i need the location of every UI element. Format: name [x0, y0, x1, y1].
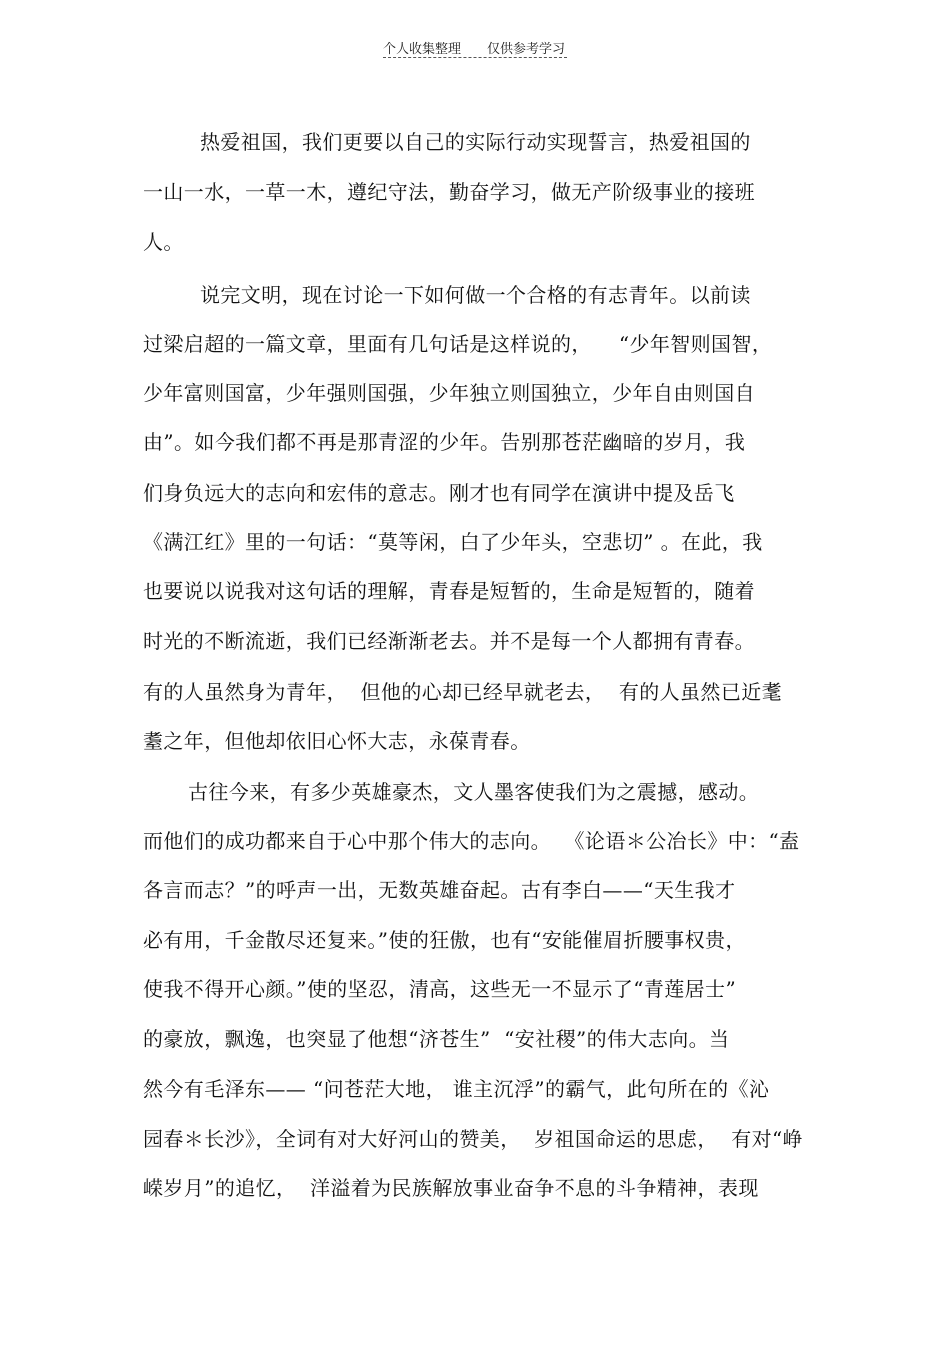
text-line: 《满江红》里的一句话：“莫等闲，白了少年头，空悲切” 。在此，我 — [143, 530, 763, 554]
text-line: 一山一水，一草一木，遵纪守法，勤奋学习，做无产阶级事业的接班 — [143, 180, 755, 204]
text-line: 说完文明，现在讨论一下如何做一个合格的有志青年。以前读 — [200, 283, 751, 307]
header-right-text: 仅供参考学习 — [487, 42, 566, 57]
text-line: 过梁启超的一篇文章，里面有几句话是这样说的， “少年智则国智， — [143, 332, 773, 356]
text-line: 有的人虽然身为青年， 但他的心却已经早就老去， 有的人虽然已近耄 — [143, 680, 783, 704]
text-line: 时光的不断流逝，我们已经渐渐老去。并不是每一个人都拥有青春。 — [143, 629, 755, 653]
text-line: 而他们的成功都来自于心中那个伟大的志向。 《论语＊公冶长》中：“盍 — [143, 829, 800, 853]
text-line: 耋之年，但他却依旧心怀大志，永葆青春。 — [143, 729, 531, 753]
text-line: 古往今来，有多少英雄豪杰，文人墨客使我们为之震撼，感动。 — [188, 780, 760, 804]
text-line: 然今有毛泽东—— “问苍茫大地， 谁主沉浮”的霸气，此句所在的《沁 — [143, 1077, 770, 1101]
header-left-text: 个人收集整理 — [383, 42, 462, 57]
text-line: 也要说以说我对这句话的理解，青春是短暂的，生命是短暂的，随着 — [143, 579, 755, 603]
text-line: 园春＊长沙》，全词有对大好河山的赞美， 岁祖国命运的思虑， 有对“峥 — [143, 1127, 804, 1151]
text-line: 嵘岁月”的追忆， 洋溢着为民族解放事业奋争不息的斗争精神，表现 — [143, 1176, 759, 1200]
text-line: 热爱祖国，我们更要以自己的实际行动实现誓言，热爱祖国的 — [200, 130, 751, 154]
text-line: 的豪放，飘逸，也突显了他想“济苍生” “安社稷”的伟大志向。当 — [143, 1027, 730, 1051]
text-line: 必有用，千金散尽还复来。”使的狂傲，也有“安能催眉折腰事权贵， — [143, 928, 746, 952]
text-line: 由”。如今我们都不再是那青涩的少年。告别那苍茫幽暗的岁月，我 — [143, 430, 746, 454]
text-line: 们身负远大的志向和宏伟的意志。刚才也有同学在演讲中提及岳飞 — [143, 481, 735, 505]
text-line: 各言而志？”的呼声一出，无数英雄奋起。古有李白——“天生我才 — [143, 878, 736, 902]
text-line: 人。 — [143, 230, 184, 254]
text-line: 使我不得开心颜。”使的坚忍，清高，这些无一不显示了“青莲居士” — [143, 977, 737, 1001]
text-line: 少年富则国富，少年强则国强，少年独立则国独立，少年自由则国自 — [143, 381, 755, 405]
